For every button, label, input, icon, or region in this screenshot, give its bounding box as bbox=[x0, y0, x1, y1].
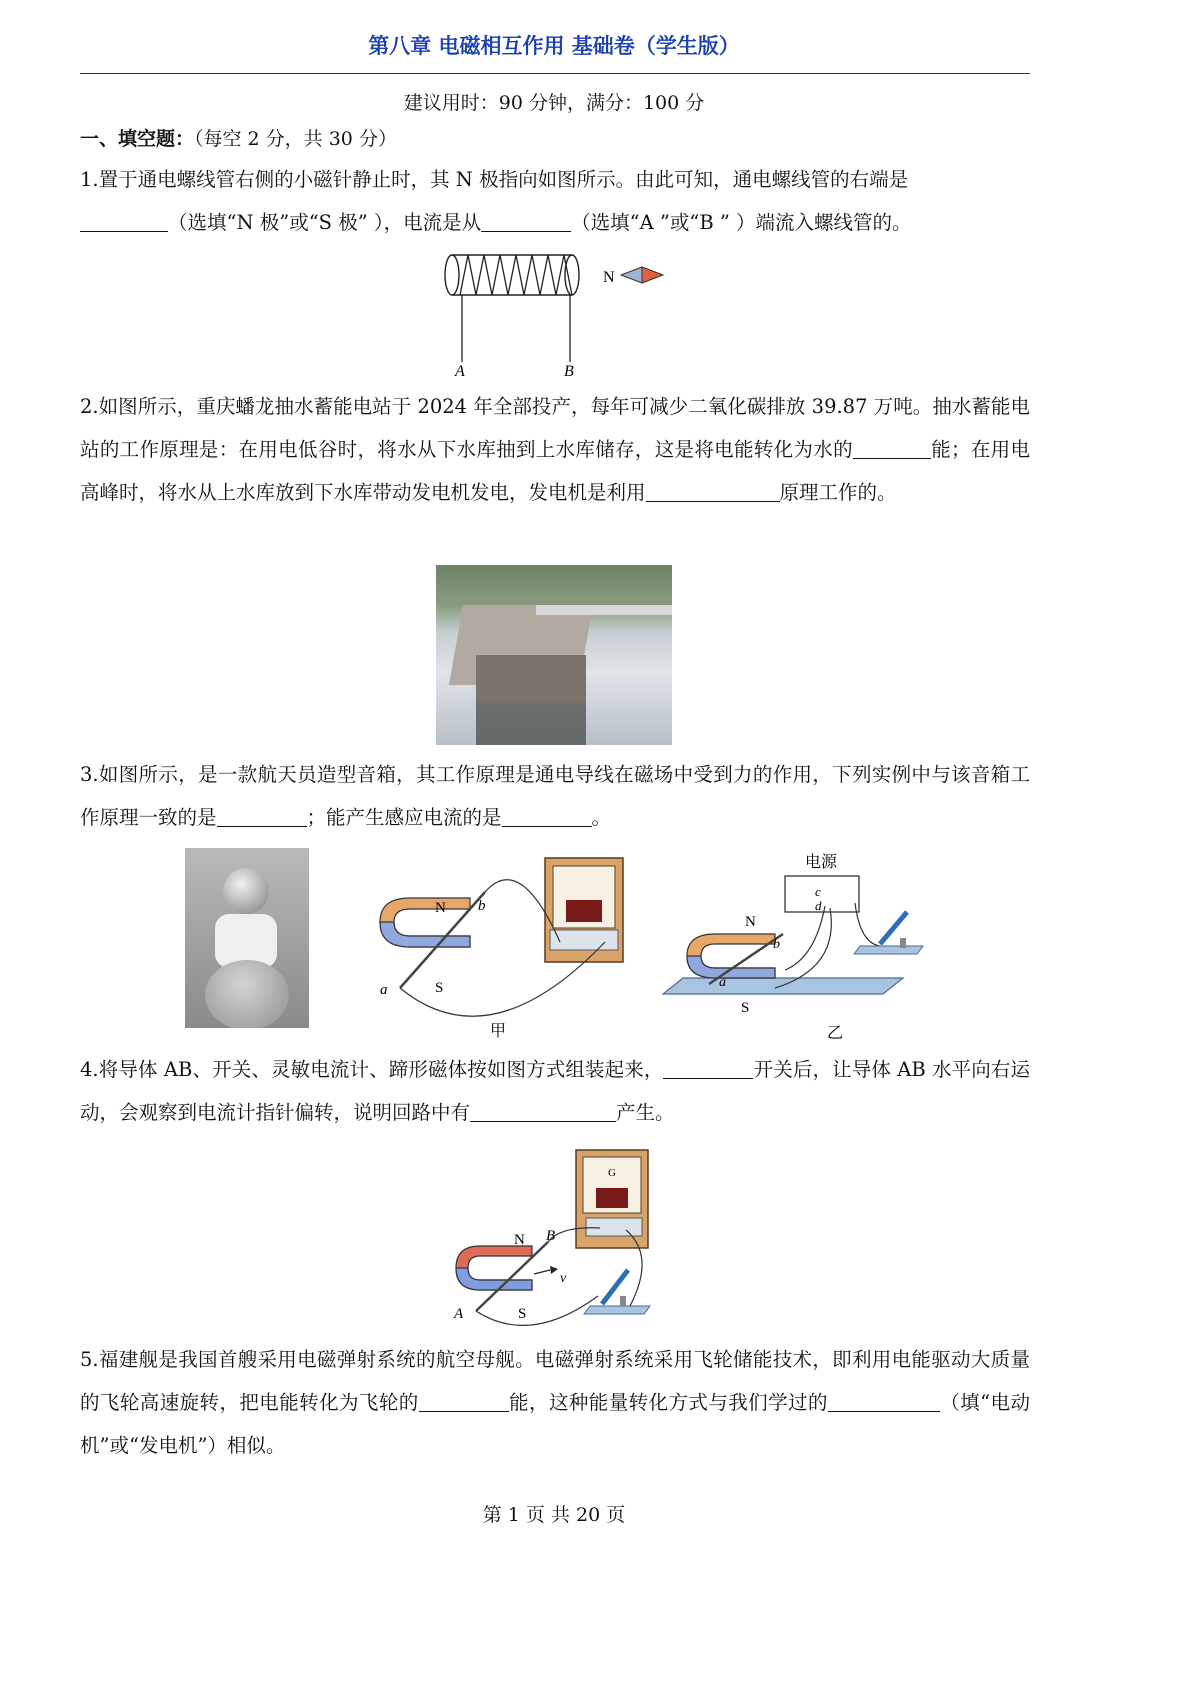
q4-text-2: 开关后，让导体 AB 水平向右运动，会观察到电流计指针偏转，说明回路中有 bbox=[80, 1058, 1031, 1124]
q2-blank-1[interactable] bbox=[853, 438, 931, 459]
question-3 bbox=[80, 753, 1030, 839]
solenoid-figure bbox=[435, 250, 675, 382]
question-5 bbox=[80, 1338, 1030, 1467]
power-station-photo bbox=[436, 565, 672, 745]
power-d-label: d bbox=[815, 898, 822, 913]
q4-s-label: S bbox=[518, 1306, 527, 1322]
q4-v-label: v bbox=[560, 1271, 567, 1286]
question-2 bbox=[80, 385, 1030, 514]
q5-text-2: 能，这种能量转化方式与我们学过的 bbox=[508, 1391, 828, 1414]
q3-blank-2[interactable] bbox=[502, 806, 592, 827]
q3-text-3: 。 bbox=[591, 806, 612, 829]
document-title: 第八章 电磁相互作用 基础卷（学生版） bbox=[368, 34, 740, 58]
section-note: （每空 2 分，共 30 分） bbox=[194, 128, 397, 150]
q3-text-2: ；能产生感应电流的是 bbox=[306, 806, 502, 829]
header-rule bbox=[80, 73, 1030, 74]
question-1 bbox=[80, 158, 1030, 244]
q5-text-3: （填“电动机”或“发电机”）相似。 bbox=[80, 1391, 1030, 1457]
q3-blank-1[interactable] bbox=[217, 806, 307, 827]
exam-meta: 建议用时：90 分钟，满分：100 分 bbox=[403, 92, 705, 114]
terminal-a-label: A bbox=[455, 363, 465, 380]
jia-s-label: S bbox=[435, 980, 444, 996]
q1-text-3: （选填“A ”或“B ” ）端流入螺线管的。 bbox=[571, 211, 912, 234]
section-heading bbox=[80, 124, 397, 151]
q1-text-1: 1.置于通电螺线管右侧的小磁针静止时，其 N 极指向如图所示。由此可知，通电螺线管的右端是 bbox=[80, 168, 909, 191]
jia-a-label: a bbox=[380, 982, 388, 998]
caption-jia: 甲 bbox=[490, 1021, 507, 1040]
q2-text-3: 原理工作的。 bbox=[779, 481, 897, 504]
q4-text-1: 4.将导体 AB、开关、灵敏电流计、蹄形磁体按如图方式组装起来， bbox=[80, 1058, 664, 1081]
q2-blank-2[interactable] bbox=[646, 481, 780, 502]
galvanometer-g-label: G bbox=[608, 1167, 616, 1179]
q3-text-1: 3.如图所示，是一款航天员造型音箱，其工作原理是通电导线在磁场中受到力的作用，下列实例中与该音箱工作原理一致的是 bbox=[80, 763, 1030, 829]
q4-b-label: B bbox=[546, 1228, 556, 1244]
q2-text-1: 2.如图所示，重庆蟠龙抽水蓄能电站于 2024 年全部投产，每年可减少二氧化碳排放 39.87 万吨。抽水蓄能电站的工作原理是：在用电低谷时，将水从下水库抽到上水库储存，这是将电能转化为水的 bbox=[80, 395, 1030, 461]
figure-yi bbox=[655, 848, 935, 1044]
q5-blank-1[interactable] bbox=[419, 1391, 509, 1412]
astronaut-speaker-photo bbox=[185, 848, 309, 1028]
power-c-label: c bbox=[815, 884, 821, 899]
compass-n-label: N bbox=[603, 269, 615, 286]
yi-n-label: N bbox=[745, 914, 756, 930]
section-title: 一、填空题： bbox=[80, 128, 195, 150]
figure-q4 bbox=[450, 1146, 670, 1326]
q2-text-2: 能；在用电高峰时，将水从上水库放到下水库带动发电机发电，发电机是利用 bbox=[80, 438, 1030, 504]
caption-yi: 乙 bbox=[827, 1023, 844, 1042]
q1-blank-1[interactable] bbox=[80, 211, 168, 232]
q4-n-label: N bbox=[514, 1232, 525, 1248]
jia-b-label: b bbox=[478, 898, 486, 914]
q4-a-label: A bbox=[454, 1306, 464, 1322]
power-label: 电源 bbox=[805, 852, 838, 871]
page-footer: 第 1 页 共 20 页 bbox=[482, 1504, 626, 1526]
yi-a-label: a bbox=[719, 975, 726, 990]
q1-blank-2[interactable] bbox=[481, 211, 571, 232]
question-4 bbox=[80, 1048, 1030, 1134]
q1-text-2: （选填“N 极”或“S 极” ），电流是从 bbox=[168, 211, 482, 234]
terminal-b-label: B bbox=[564, 363, 574, 380]
q4-text-3: 产生。 bbox=[616, 1101, 675, 1124]
q4-blank-1[interactable] bbox=[663, 1058, 753, 1079]
q5-blank-2[interactable] bbox=[828, 1391, 940, 1412]
yi-b-label: b bbox=[773, 937, 780, 952]
yi-s-label: S bbox=[741, 1000, 750, 1016]
q4-blank-2[interactable] bbox=[470, 1101, 616, 1122]
figure-jia bbox=[370, 852, 628, 1042]
q5-text-1: 5.福建舰是我国首艘采用电磁弹射系统的航空母舰。电磁弹射系统采用飞轮储能技术，即利用电能驱动大质量的飞轮高速旋转，把电能转化为飞轮的 bbox=[80, 1348, 1030, 1414]
jia-n-label: N bbox=[435, 900, 446, 916]
